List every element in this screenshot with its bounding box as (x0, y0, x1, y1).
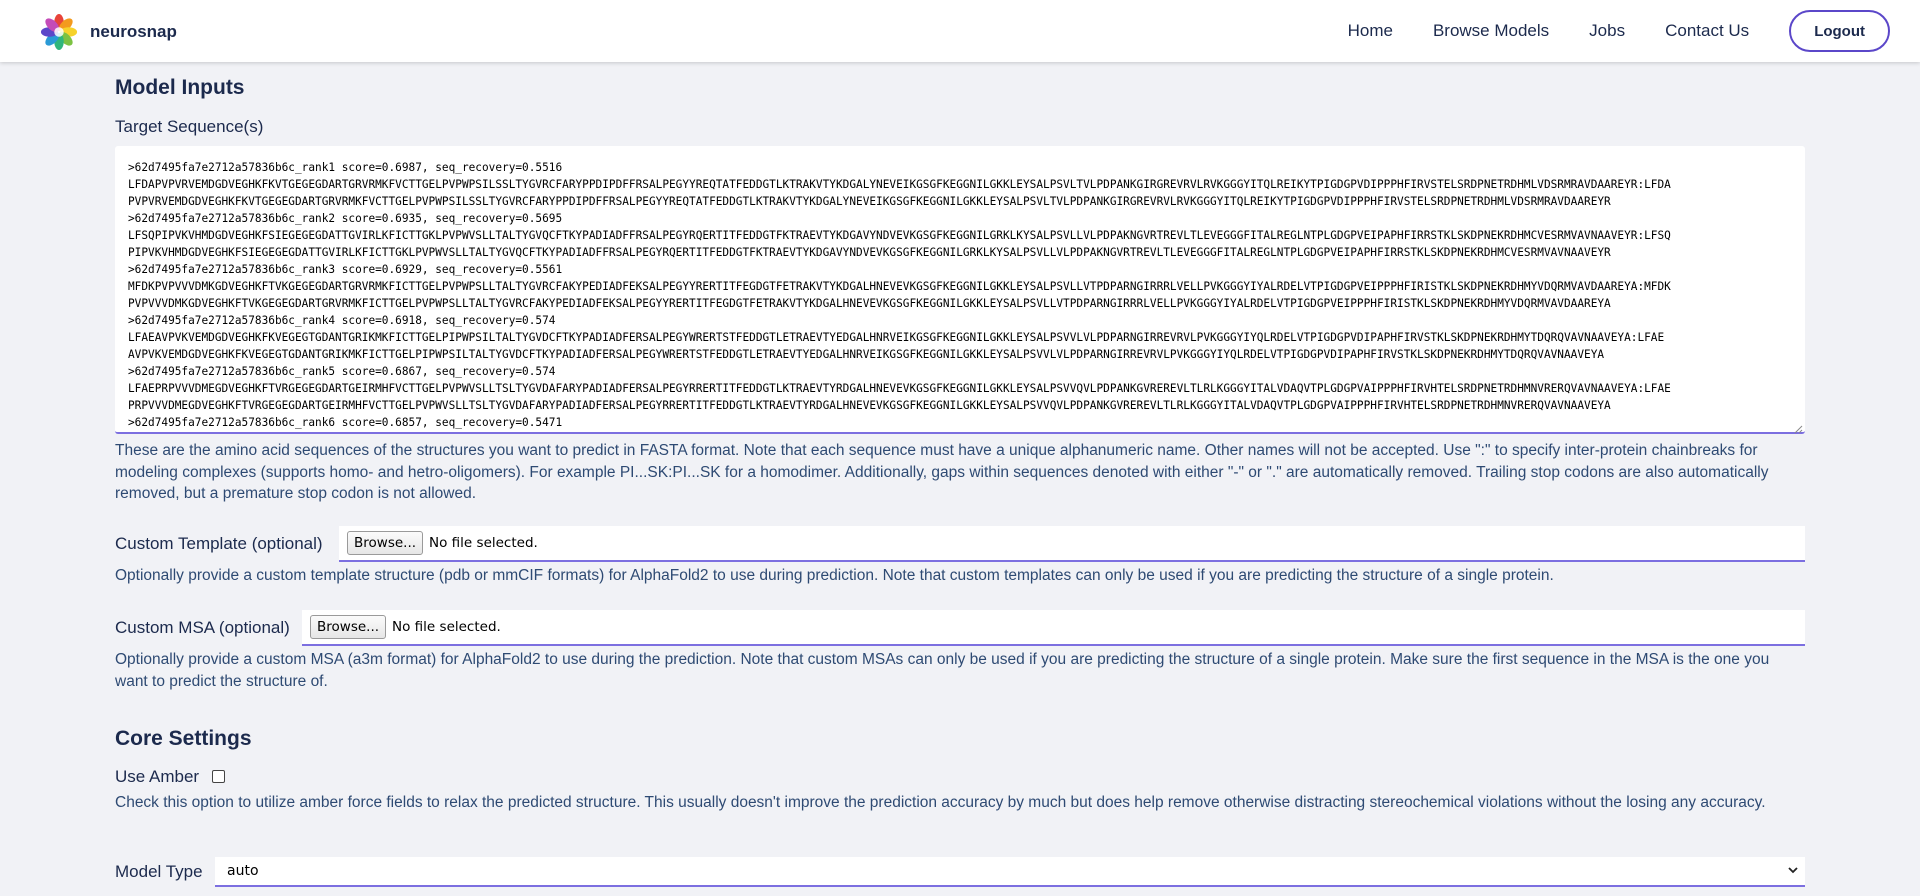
custom-template-file-status: No file selected. (429, 535, 538, 551)
nav-browse-models[interactable]: Browse Models (1432, 21, 1550, 40)
custom-msa-file-input[interactable] (302, 610, 1805, 646)
custom-msa-help: Optionally provide a custom MSA (a3m format) for AlphaFold2 to use during the prediction. Note that custom MSAs can only be used if you are predicting the structure of a single protein. Make sure the first sequence in the MSA is the one you want to predict the structure of. (115, 651, 1770, 690)
model-type-select[interactable] (215, 857, 1805, 887)
target-sequences-wrapper (115, 62, 1805, 434)
target-sequences-help: These are the amino acid sequences of the structures you want to predict in FASTA format. Note that each sequence must have a unique alphanumeric name. Other names will not be accepted. Use ":" to specify inter-protein chainbreaks for modeling complexes (supports homo- and hetro-oligomers). For example PI...SK:PI...SK for a homodimer. Additionally, gaps within sequences denoted with either "-" or "." are automatically removed. Trailing stop codons are also automatically removed, but a premature stop codon is not allowed. (115, 442, 1769, 502)
nav-jobs[interactable]: Jobs (1589, 21, 1626, 40)
custom-template-help: Optionally provide a custom template structure (pdb or mmCIF formats) for AlphaFold2 to use during prediction. Note that custom templates can only be used if you are predicting the structure of a single protein. (115, 567, 1554, 584)
use-amber-label: Use Amber (115, 767, 200, 786)
custom-msa-browse-button[interactable]: Browse... (310, 615, 386, 639)
brand-name: neurosnap (90, 22, 177, 41)
nav-home[interactable]: Home (1347, 21, 1393, 40)
model-type-label: Model Type (115, 862, 203, 881)
target-sequences-label: Target Sequence(s) (115, 117, 264, 136)
custom-msa-file-status: No file selected. (392, 619, 501, 635)
nav-links (1348, 10, 1890, 52)
chevron-down-icon (1787, 865, 1799, 875)
logout-button[interactable]: Logout (1789, 10, 1890, 52)
nav-contact-us[interactable]: Contact Us (1665, 21, 1750, 40)
use-amber-checkbox[interactable] (212, 770, 225, 783)
model-type-value: auto (227, 863, 259, 879)
resize-grip-icon[interactable] (1793, 424, 1803, 434)
use-amber-help: Check this option to utilize amber force fields to relax the predicted structure. This usually doesn't improve the prediction accuracy by much but does help remove otherwise distracting stereochemical violations without the losing any accuracy. (115, 794, 1766, 811)
custom-template-label: Custom Template (optional) (115, 534, 323, 553)
core-settings-title: Core Settings (115, 727, 252, 750)
custom-template-file-input[interactable] (339, 526, 1805, 562)
target-sequences-input[interactable] (115, 146, 1805, 434)
navbar (0, 0, 1920, 62)
custom-msa-label: Custom MSA (optional) (115, 618, 290, 637)
brand[interactable] (40, 13, 177, 51)
model-inputs-title: Model Inputs (115, 76, 245, 99)
protein-flower-icon (40, 13, 78, 51)
custom-template-browse-button[interactable]: Browse... (347, 531, 423, 555)
